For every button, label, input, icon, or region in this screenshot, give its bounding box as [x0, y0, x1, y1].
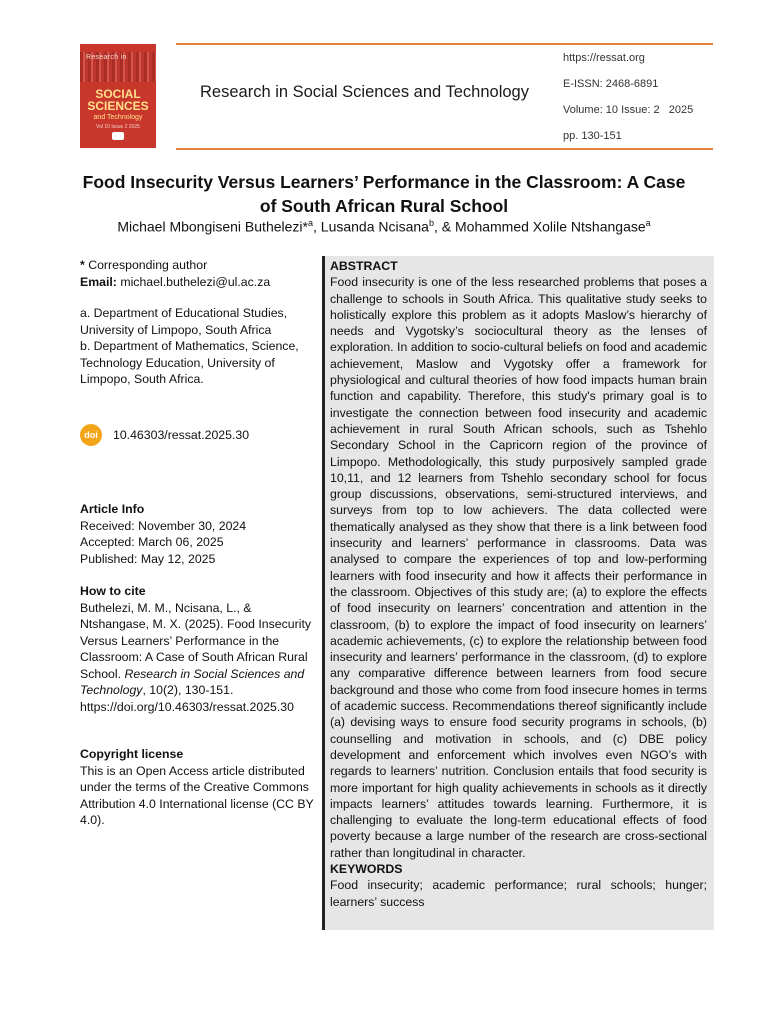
journal-pages: pp. 130-151: [563, 130, 622, 142]
abstract-heading: ABSTRACT: [330, 259, 398, 273]
citation-part-2: , 10(2), 130-151. https://doi.org/10.46303/ressat.2025.30: [80, 683, 294, 714]
journal-eissn: E-ISSN: 2468-6891: [563, 78, 659, 90]
citation-text: [80, 600, 320, 716]
author-3: , & Mohammed Xolile Ntshangase: [433, 218, 646, 235]
cover-top-text: Research in: [86, 54, 127, 61]
cover-title-sciences: SCIENCES: [87, 99, 149, 113]
received-date: Received: November 30, 2024: [80, 518, 247, 533]
citation-part-1: Buthelezi, M. M., Ncisana, L., & Ntshangase, M. X. (2025). Food Insecurity Versus Learners’ Performance in the Classroom: A Case of South African Rural School.: [80, 600, 312, 681]
cover-subtitle: and Technology: [93, 114, 143, 121]
email-link[interactable]: michael.buthelezi@ul.ac.za: [116, 274, 271, 289]
affiliation-a: a. Department of Educational Studies, University of Limpopo, South Africa: [80, 306, 288, 337]
how-to-cite-heading: How to cite: [80, 584, 146, 598]
keywords-text: Food insecurity; academic performance; rural schools; hunger; learners’ success: [330, 878, 707, 909]
keywords-heading: KEYWORDS: [330, 861, 403, 876]
article-info-block: [80, 501, 320, 567]
journal-url[interactable]: https://ressat.org: [563, 52, 645, 64]
journal-name: Research in Social Sciences and Technology: [200, 83, 529, 101]
author-1: Michael Mbongiseni Buthelezi*: [117, 218, 308, 235]
article-info-heading: Article Info: [80, 502, 145, 516]
how-to-cite-block: [80, 583, 320, 715]
cover-title-social: SOCIAL: [95, 87, 141, 101]
author-1-affiliation: a: [307, 218, 313, 228]
article-title: [60, 170, 708, 218]
copyright-heading: Copyright license: [80, 747, 184, 761]
corresponding-author-block: [80, 257, 320, 290]
header-rule-bottom: [176, 148, 713, 150]
copyright-block: [80, 746, 320, 829]
journal-volume: Volume: 10 Issue: 2 2025: [563, 104, 694, 116]
corr-star: *: [80, 258, 85, 272]
corr-label: Corresponding author: [84, 258, 208, 272]
title-line-2: of South African Rural School: [259, 196, 509, 216]
journal-cover-image: [80, 44, 156, 148]
email-label: Email:: [80, 274, 117, 289]
citation-journal: Research in Social Sciences and Technology: [80, 666, 305, 697]
author-3-affiliation: a: [645, 218, 651, 228]
doi-block: [80, 424, 320, 446]
copyright-text: This is an Open Access article distributed under the terms of the Creative Commons Attribution 4.0 International license (CC BY 4.0).: [80, 763, 314, 827]
author-list: [60, 218, 708, 235]
doi-link[interactable]: 10.46303/ressat.2025.30: [113, 427, 250, 442]
abstract-panel: [325, 256, 714, 930]
author-2: , Lusanda Ncisana: [313, 218, 429, 235]
cover-logo: [112, 132, 124, 140]
abstract-text: Food insecurity is one of the less researched problems that poses a challenge to schools in South Africa. This qualitative study seeks to holistically explore this problem as it adopts Maslow’s hierarchy of needs and Vygotsky’s sociocultural theory as the lenses of exploration. In addition to socio-cultural beliefs on food and academic achievement, Maslow and Vygotsky offer a framework for physiological and cultural theories of how food impacts human brain function and capability. Therefore, this study's primary goal is to investigate the connection between food insecurity and academic achievement in rural South African schools, such as Tshehlo Secondary School in the Capricorn region of the province of Limpopo. Methodologically, this study purposively sampled grade 10,11, and 12 learners from Tshehlo secondary school for focus group discussions, observations, semi-structured interviews, and surveys from top to low achievers. The data collected were thematically analysed as they show that there is a link between food insecurity and learners’ performance in classrooms. Data was analysed to compare the experiences of top and low-performing learners with food insecurity and how it affects their performance in the classroom. Objectives of this study are; (a) to explore the effects of food insecurity on learners’ concentration and attention in the classroom, (b) to explore the impact of food insecurity on learners’ academic achievements, (c) to explore the relationship between food insecurity and learners’ performance in the classroom, (d) to explore any comparative difference between learners from food secure background and those who come from food insecure homes in terms of academic success. Recommendations thereof significantly include (a) devising ways to ensure food security programs in schools, (b) counselling and motivation in schools, and (c) DBE policy development and enforcement which involves even NGO’s with regards to learners’ nutrition. Conclusion entails that food security is more important for high quality achievements in schools as it directly impacts learners’ attitudes towards learning. Furthermore, it is challenging to evaluate the long-term educational effects of food poverty because a large number of the research are cross-sectional rather than longitudinal in character.: [330, 275, 707, 860]
accepted-date: Accepted: March 06, 2025: [80, 535, 224, 549]
title-line-1: Food Insecurity Versus Learners’ Performance in the Classroom: A Case: [82, 172, 686, 192]
affiliations-block: [80, 305, 320, 388]
doi-icon: doi: [80, 424, 102, 446]
header-rule-top: [176, 43, 713, 45]
author-2-affiliation: b: [428, 218, 434, 228]
published-date: Published: May 12, 2025: [80, 551, 216, 566]
cover-volume: Vol 10 Issue 2 2025: [96, 124, 140, 130]
affiliation-b: b. Department of Mathematics, Science, Technology Education, University of Limpopo, South Africa.: [80, 339, 299, 386]
